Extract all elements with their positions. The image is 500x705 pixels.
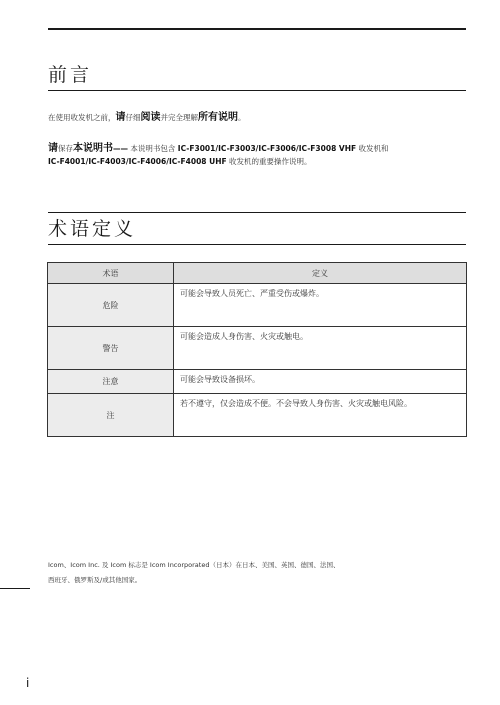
trademark-line-2: 西班牙、俄罗斯及/或其他国家。	[48, 575, 142, 584]
preface-intro: 在使用收发机之前，请仔细阅读并完全理解所有说明。	[48, 112, 246, 123]
definition-note: 若不遵守，仅会造成不便。不会导致人身伤害、火灾或触电风险。	[174, 394, 467, 437]
model-list-uhf: IC-F4001/IC-F4003/IC-F4006/IC-F4008 UHF	[48, 157, 227, 166]
terms-table	[47, 262, 467, 437]
term-danger: 危险	[48, 284, 174, 327]
header-term: 术语	[48, 263, 174, 284]
term-note: 注	[48, 394, 174, 437]
table-row	[48, 394, 467, 437]
table-row	[48, 370, 467, 394]
top-rule	[48, 28, 466, 30]
table-row	[48, 327, 467, 370]
definition-warning: 可能会造成人身伤害、火灾或触电。	[174, 327, 467, 370]
preface-rule	[48, 90, 466, 91]
section-title-terms: 术语定义	[48, 218, 137, 240]
page-number: i	[26, 676, 30, 690]
page-margin-rule	[0, 588, 30, 589]
definition-caution: 可能会导致设备损坏。	[174, 370, 467, 394]
header-definition: 定义	[174, 263, 467, 284]
trademark-notice	[48, 558, 468, 588]
term-warning: 警告	[48, 327, 174, 370]
table-header-row	[48, 263, 467, 284]
preface-save-notice: 请保存本说明书—— 本说明书包含 IC-F3001/IC-F3003/IC-F3006/IC-F3008 VHF 收发机和 IC-F4001/IC-F4003/IC-F4006/IC-F4008 UHF 收发机的重要操作说明。	[48, 143, 389, 166]
definition-danger: 可能会导致人员死亡、严重受伤或爆炸。	[174, 284, 467, 327]
trademark-line-1: Icom、Icom Inc. 及 Icom 标志是 Icom Incorporated（日本）在日本、美国、英国、德国、法国、	[48, 561, 340, 569]
table-row	[48, 284, 467, 327]
terms-top-rule	[48, 212, 466, 213]
term-caution: 注意	[48, 370, 174, 394]
terms-rule	[48, 244, 466, 245]
section-title-preface: 前言	[48, 64, 93, 86]
model-list-vhf: IC-F3001/IC-F3003/IC-F3006/IC-F3008 VHF	[177, 144, 357, 153]
